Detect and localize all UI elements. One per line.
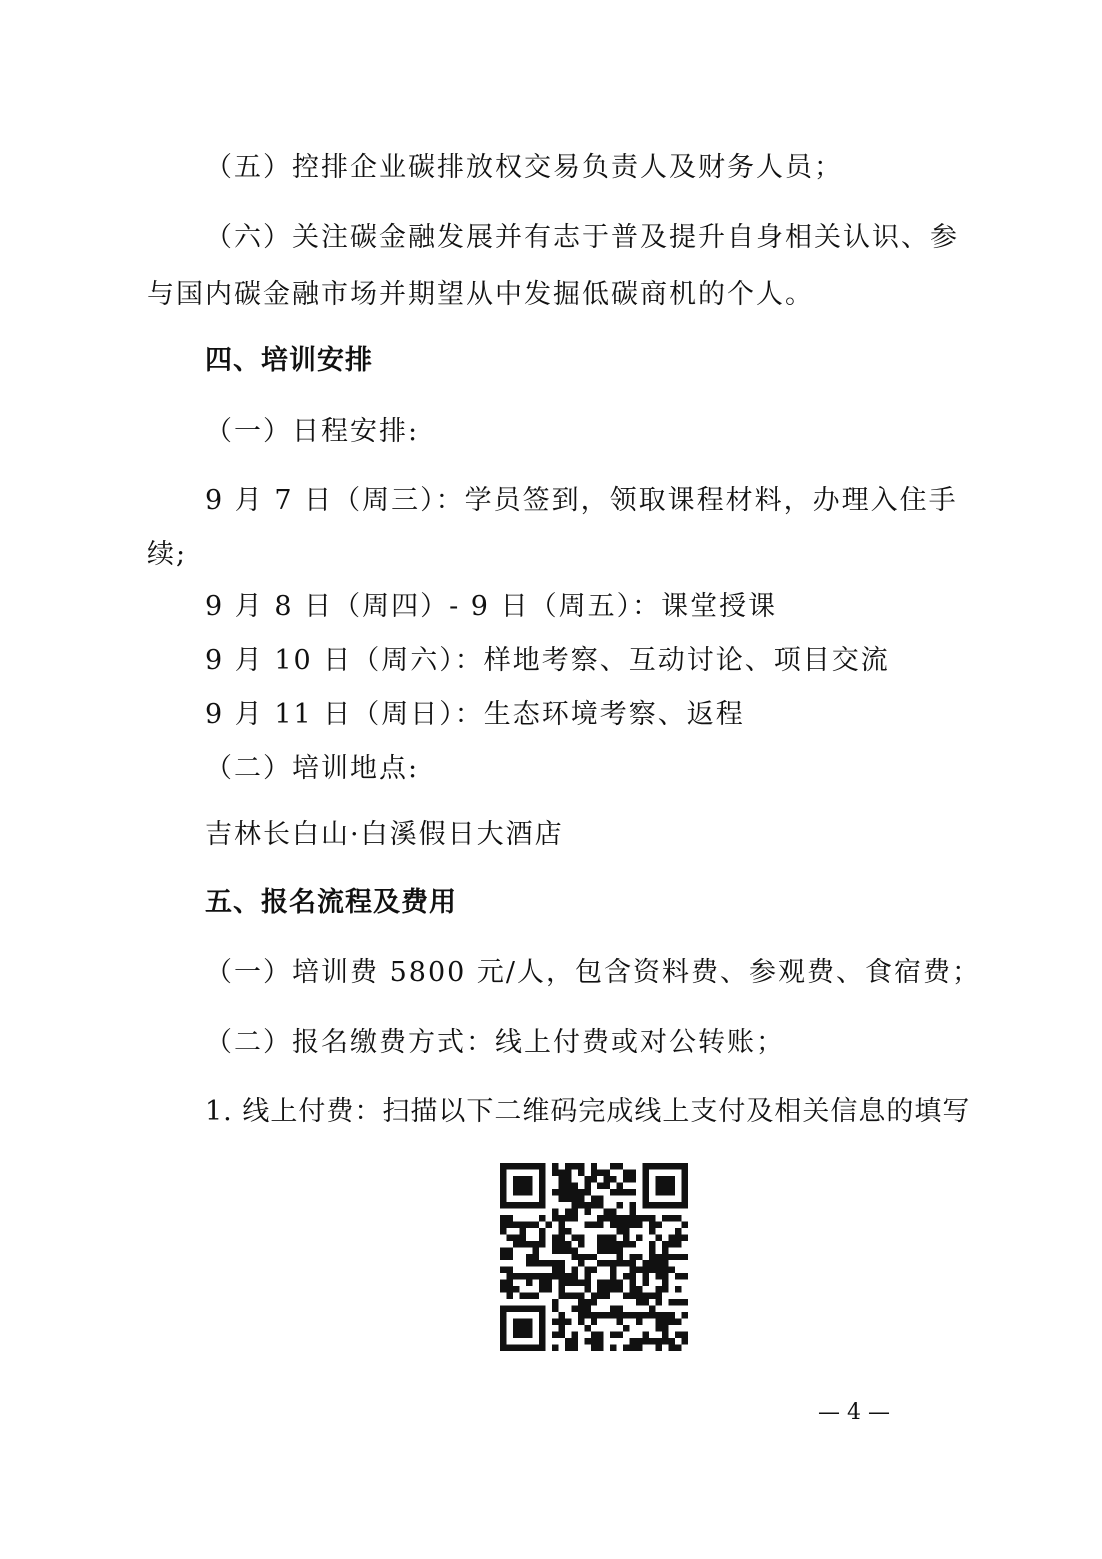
location-heading: （二）培训地点:	[205, 753, 420, 784]
schedule-item-4: 9 月 11 日（周日）：生态环境考察、返程	[205, 699, 745, 730]
location-text: 吉林长白山·白溪假日大酒店	[205, 819, 564, 850]
fee-item: （一）培训费 5800 元/人，包含资料费、参观费、食宿费；	[205, 957, 981, 988]
section-5-heading: 五、报名流程及费用	[205, 887, 457, 918]
item-6-line-2: 与国内碳金融市场并期望从中发掘低碳商机的个人。	[147, 279, 814, 310]
payment-method-item: （二）报名缴费方式：线上付费或对公转账；	[205, 1027, 785, 1058]
online-payment-item: 1. 线上付费：扫描以下二维码完成线上支付及相关信息的填写	[205, 1096, 971, 1127]
qr-code-icon[interactable]	[500, 1163, 688, 1351]
section-4-heading: 四、培训安排	[205, 345, 373, 376]
item-6-line-1: （六）关注碳金融发展并有志于普及提升自身相关认识、参	[205, 222, 959, 253]
page-number: — 4 —	[818, 1400, 890, 1425]
item-5: （五）控排企业碳排放权交易负责人及财务人员；	[205, 152, 843, 183]
schedule-item-3: 9 月 10 日（周六）：样地考察、互动讨论、项目交流	[205, 645, 890, 676]
schedule-item-2: 9 月 8 日（周四）- 9 日（周五）：课堂授课	[205, 591, 778, 622]
schedule-item-1-line-1: 9 月 7 日（周三）：学员签到，领取课程材料，办理入住手	[205, 485, 958, 516]
schedule-item-1-line-2: 续;	[147, 539, 188, 570]
schedule-heading: （一）日程安排:	[205, 416, 420, 447]
